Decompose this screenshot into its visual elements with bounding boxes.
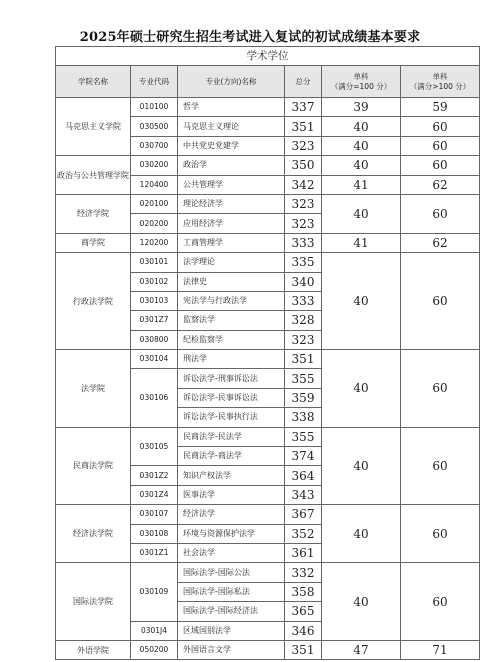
single-score-over-100: 60 [401, 563, 480, 641]
major-name: 诉讼法学-刑事诉讼法 [178, 369, 285, 388]
college-name: 法学院 [56, 350, 131, 428]
total-score: 358 [285, 582, 322, 601]
single-score-over-100: 60 [401, 117, 480, 136]
major-name: 民商法学-民法学 [178, 427, 285, 446]
table-row [56, 640, 480, 659]
single-score-100: 40 [322, 194, 401, 233]
single-score-over-100: 60 [401, 194, 480, 233]
single-score-over-100: 60 [401, 350, 480, 428]
total-score: 333 [285, 291, 322, 310]
major-code: 120400 [131, 175, 178, 194]
college-name: 商学院 [56, 233, 131, 252]
total-score: 355 [285, 427, 322, 446]
major-code: 030102 [131, 272, 178, 291]
total-score: 338 [285, 408, 322, 427]
total-score: 351 [285, 350, 322, 369]
major-code: 0301Z1 [131, 543, 178, 562]
major-name: 外国语言文学 [178, 640, 285, 659]
header-code: 专业代码 [131, 66, 178, 98]
single-score-100: 40 [322, 563, 401, 641]
major-name: 环境与资源保护法学 [178, 524, 285, 543]
single-score-100: 47 [322, 640, 401, 659]
major-name: 刑法学 [178, 350, 285, 369]
major-code: 120200 [131, 233, 178, 252]
major-code: 020200 [131, 214, 178, 233]
major-name: 国际法学-国际经济法 [178, 602, 285, 621]
college-name: 外语学院 [56, 640, 131, 659]
total-score: 323 [285, 136, 322, 155]
table-row [56, 98, 480, 117]
single-score-over-100: 60 [401, 136, 480, 155]
total-score: 337 [285, 98, 322, 117]
header-major: 专业(方向)名称 [178, 66, 285, 98]
major-code: 030108 [131, 524, 178, 543]
major-code: 0301Z4 [131, 485, 178, 504]
total-score: 343 [285, 485, 322, 504]
header-single-100: 单科 （满分=100 分） [322, 66, 401, 98]
major-code: 0301J4 [131, 621, 178, 640]
single-score-over-100: 71 [401, 640, 480, 659]
major-code: 030101 [131, 253, 178, 272]
section-label: 学术学位 [56, 47, 480, 66]
table-row [56, 505, 480, 524]
major-code: 020100 [131, 194, 178, 213]
single-score-100: 40 [322, 427, 401, 505]
single-score-100: 40 [322, 156, 401, 175]
major-name: 监察法学 [178, 311, 285, 330]
table-row [56, 427, 480, 446]
major-name: 应用经济学 [178, 214, 285, 233]
major-name: 公共管理学 [178, 175, 285, 194]
single-score-over-100: 59 [401, 98, 480, 117]
single-score-100: 40 [322, 136, 401, 155]
major-name: 哲学 [178, 98, 285, 117]
major-name: 区域国别法学 [178, 621, 285, 640]
major-code: 010100 [131, 98, 178, 117]
total-score: 359 [285, 388, 322, 407]
major-name: 社会法学 [178, 543, 285, 562]
major-name: 法律史 [178, 272, 285, 291]
single-score-over-100: 60 [401, 427, 480, 505]
single-score-over-100: 60 [401, 505, 480, 563]
total-score: 346 [285, 621, 322, 640]
score-requirements-table [55, 46, 480, 660]
major-code: 030500 [131, 117, 178, 136]
total-score: 367 [285, 505, 322, 524]
major-name: 知识产权法学 [178, 466, 285, 485]
major-name: 民商法学-商法学 [178, 447, 285, 466]
total-score: 342 [285, 175, 322, 194]
total-score: 332 [285, 563, 322, 582]
single-score-100: 41 [322, 175, 401, 194]
single-score-over-100: 62 [401, 233, 480, 252]
major-name: 国际法学-国际私法 [178, 582, 285, 601]
total-score: 351 [285, 640, 322, 659]
total-score: 361 [285, 543, 322, 562]
college-name: 经济学院 [56, 194, 131, 233]
total-score: 340 [285, 272, 322, 291]
total-score: 323 [285, 194, 322, 213]
total-score: 365 [285, 602, 322, 621]
table-row [56, 233, 480, 252]
table-row [56, 563, 480, 582]
total-score: 323 [285, 214, 322, 233]
single-score-over-100: 60 [401, 156, 480, 175]
header-college: 学院名称 [56, 66, 131, 98]
total-score: 352 [285, 524, 322, 543]
college-name: 经济法学院 [56, 505, 131, 563]
single-score-100: 40 [322, 253, 401, 350]
major-code: 030104 [131, 350, 178, 369]
major-name: 理论经济学 [178, 194, 285, 213]
major-name: 中共党史党建学 [178, 136, 285, 155]
major-name: 工商管理学 [178, 233, 285, 252]
table-row [56, 194, 480, 213]
header-single-over-100: 单科 （满分>100 分） [401, 66, 480, 98]
table-row [56, 350, 480, 369]
document-title: 2025年硕士研究生招生考试进入复试的初试成绩基本要求 [79, 30, 421, 45]
major-code: 030105 [131, 427, 178, 466]
major-name: 经济法学 [178, 505, 285, 524]
major-code: 050200 [131, 640, 178, 659]
table-row [56, 156, 480, 175]
major-code: 030106 [131, 369, 178, 427]
single-score-over-100: 60 [401, 253, 480, 350]
single-score-100: 39 [322, 98, 401, 117]
major-code: 030107 [131, 505, 178, 524]
header-total: 总分 [285, 66, 322, 98]
major-name: 诉讼法学-民事执行法 [178, 408, 285, 427]
major-name: 宪法学与行政法学 [178, 291, 285, 310]
total-score: 335 [285, 253, 322, 272]
major-code: 030109 [131, 563, 178, 621]
single-score-100: 40 [322, 117, 401, 136]
major-code: 030700 [131, 136, 178, 155]
major-code: 0301Z2 [131, 466, 178, 485]
major-name: 马克思主义理论 [178, 117, 285, 136]
total-score: 364 [285, 466, 322, 485]
single-score-100: 40 [322, 505, 401, 563]
college-name: 马克思主义学院 [56, 98, 131, 156]
major-name: 国际法学-国际公法 [178, 563, 285, 582]
total-score: 333 [285, 233, 322, 252]
total-score: 355 [285, 369, 322, 388]
table-row [56, 253, 480, 272]
single-score-over-100: 62 [401, 175, 480, 194]
major-name: 诉讼法学-民事诉讼法 [178, 388, 285, 407]
college-name: 政治与公共管理学院 [56, 156, 131, 195]
major-name: 纪检监察学 [178, 330, 285, 349]
major-name: 医事法学 [178, 485, 285, 504]
major-code: 030200 [131, 156, 178, 175]
college-name: 国际法学院 [56, 563, 131, 641]
major-name: 政治学 [178, 156, 285, 175]
college-name: 民商法学院 [56, 427, 131, 505]
single-score-100: 40 [322, 350, 401, 428]
major-code: 030103 [131, 291, 178, 310]
total-score: 351 [285, 117, 322, 136]
total-score: 374 [285, 447, 322, 466]
major-name: 法学理论 [178, 253, 285, 272]
total-score: 328 [285, 311, 322, 330]
total-score: 350 [285, 156, 322, 175]
major-code: 030800 [131, 330, 178, 349]
college-name: 行政法学院 [56, 253, 131, 350]
major-code: 0301Z7 [131, 311, 178, 330]
single-score-100: 41 [322, 233, 401, 252]
total-score: 323 [285, 330, 322, 349]
